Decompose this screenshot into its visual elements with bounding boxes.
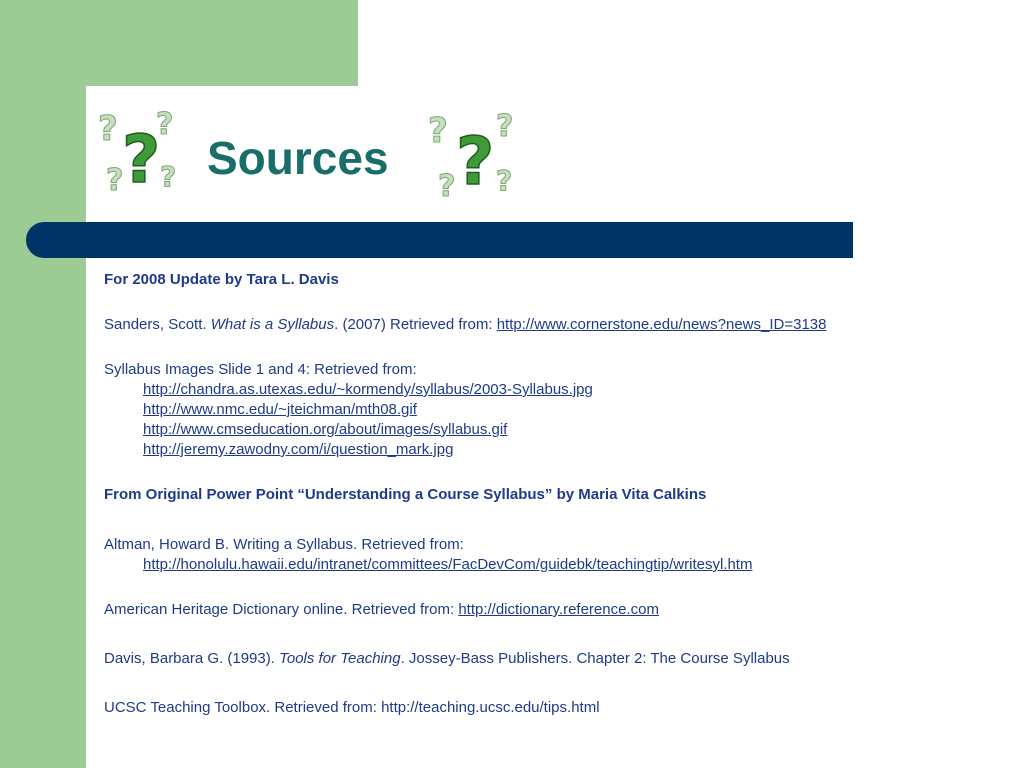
svg-text:?: ? [456, 123, 495, 200]
source-sanders [104, 315, 1004, 335]
sources-list [104, 270, 1004, 718]
section-heading-2008: For 2008 Update by Tara L. Davis [104, 271, 339, 288]
source-link[interactable]: http://www.cmseducation.org/about/images/syllabus.gif [143, 421, 508, 438]
source-link[interactable]: http://jeremy.zawodny.com/i/question_mark.jpg [143, 441, 454, 458]
svg-text:?: ? [106, 163, 124, 196]
source-text: American Heritage Dictionary online. Retrieved from: [104, 601, 459, 618]
slide-title: Sources [207, 132, 389, 184]
source-text: Sanders, Scott. [104, 316, 207, 333]
svg-text:?: ? [98, 109, 118, 149]
question-marks-icon [94, 100, 190, 196]
source-link-line [104, 400, 1004, 420]
source-altman: Altman, Howard B. Writing a Syllabus. Retrieved from: [104, 536, 464, 553]
source-text: . (2007) Retrieved from: [334, 316, 497, 333]
source-text: . Jossey-Bass Publishers. Chapter 2: The Course Syllabus [400, 650, 790, 667]
source-heritage [104, 600, 1004, 620]
source-link[interactable]: http://www.nmc.edu/~jteichman/mth08.gif [143, 401, 417, 418]
source-davis [104, 649, 1004, 669]
left-green-band [0, 0, 86, 768]
source-text: Davis, Barbara G. (1993). [104, 650, 280, 667]
svg-text:?: ? [122, 121, 161, 196]
question-marks-icon [426, 104, 526, 200]
source-images-label: Syllabus Images Slide 1 and 4: Retrieved from: [104, 361, 417, 378]
source-link-line [104, 420, 1004, 440]
source-link[interactable]: http://www.cornerstone.edu/news?news_ID=3138 [496, 316, 827, 333]
source-link-line [104, 380, 1004, 400]
source-title: Tools for Teaching [279, 650, 401, 667]
svg-text:?: ? [156, 107, 174, 142]
source-link[interactable]: http://dictionary.reference.com [458, 601, 659, 618]
source-link-line [104, 555, 1004, 575]
svg-text:?: ? [428, 111, 448, 151]
source-link[interactable]: http://honolulu.hawaii.edu/intranet/committees/FacDevCom/guidebk/teachingtip/writesyl.htm [143, 556, 753, 573]
source-link[interactable]: http://chandra.as.utexas.edu/~kormendy/syllabus/2003-Syllabus.jpg [143, 381, 593, 398]
svg-text:?: ? [496, 109, 514, 144]
source-link-line [104, 440, 1004, 460]
title-underline-bar [26, 222, 853, 258]
svg-text:?: ? [438, 169, 456, 200]
svg-text:?: ? [160, 160, 177, 193]
section-heading-original: From Original Power Point “Understanding a Course Syllabus” by Maria Vita Calkins [104, 486, 707, 503]
source-title: What is a Syllabus [210, 316, 335, 333]
top-green-band [86, 0, 358, 86]
source-ucsc: UCSC Teaching Toolbox. Retrieved from: http://teaching.ucsc.edu/tips.html [104, 699, 600, 716]
svg-text:?: ? [496, 164, 513, 197]
